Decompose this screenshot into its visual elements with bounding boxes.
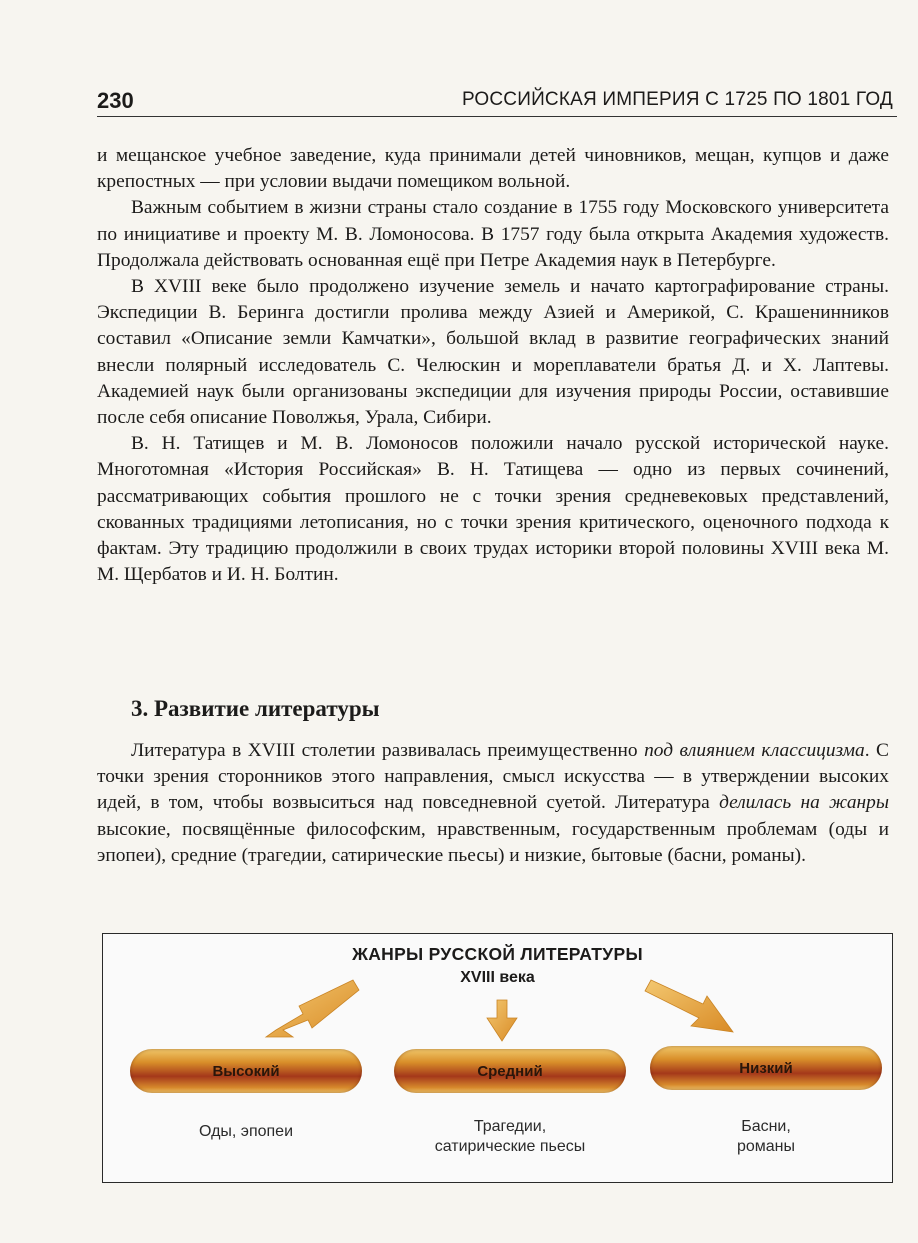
- section-body: [97, 738, 889, 869]
- genre-low-pill: [650, 1046, 882, 1090]
- page-number: 230: [97, 88, 134, 113]
- literature-paragraph: [97, 738, 889, 869]
- arrow-down-icon: [487, 1000, 517, 1041]
- genre-middle-examples: [394, 1117, 626, 1157]
- page-header: [97, 84, 897, 117]
- genre-low-examples: [650, 1117, 882, 1157]
- genre-low-label: Низкий: [739, 1059, 793, 1077]
- examples-line: романы: [736, 1138, 796, 1155]
- examples-line: сатирические пьесы: [434, 1138, 586, 1155]
- section-title: 3. Развитие литературы: [131, 696, 380, 721]
- genre-middle-pill: [394, 1049, 626, 1093]
- paragraph-4: В. Н. Татищев и М. В. Ломоносов положили начало русской исторической науке. Многотомная «История Российская» В. Н. Татищева — одно из первых сочинений, рассматривающих события прошлого не с точки зрения средневековых представлений, скованных традициями летописания, но с точки зрения критического, оценочного подхода к фактам. Эту традицию продолжили в своих трудах историки второй половины XVIII века М. М. Щербатов и И. Н. Болтин.: [97, 433, 889, 586]
- diagram-title: ЖАНРЫ РУССКОЙ ЛИТЕРАТУРЫ: [352, 944, 643, 964]
- examples-line: Басни,: [741, 1118, 791, 1135]
- text-run: высокие, посвящённые философским, нравственным, государственным проблемам (оды и эпопеи), средние (трагедии, сатирические пьесы) и низкие, бытовые (басни, романы).: [97, 818, 889, 866]
- text-run: . С точки зрения сторонников этого направления, смысл искусства — в утверждении высоких идей, в том, чтобы возвыситься над повседневной суетой. Литература: [97, 740, 889, 814]
- italic-term-genres: делилась на жанры: [719, 792, 889, 814]
- arrow-left-icon: [266, 980, 359, 1037]
- diagram-subtitle: XVIII века: [460, 969, 535, 986]
- genre-high-examples: [130, 1122, 362, 1142]
- examples-line: Трагедии,: [473, 1118, 547, 1135]
- examples-line: Оды, эпопеи: [198, 1123, 294, 1140]
- genre-middle-label: Средний: [477, 1062, 543, 1080]
- paragraph-2: Важным событием в жизни страны стало создание в 1755 году Московского университета по инициативе и проекту М. В. Ломоносова. В 1757 году была открыта Академия художеств. Продолжала действовать основанная ещё при Петре Академия наук в Петербурге.: [97, 197, 889, 271]
- arrow-right-icon: [645, 980, 733, 1032]
- body-text: [97, 143, 889, 588]
- paragraph-1: и мещанское учебное заведение, куда принимали детей чиновников, мещан, купцов и даже крепостных — при условии выдачи помещиком вольной.: [97, 145, 889, 193]
- genre-high-label: Высокий: [212, 1062, 280, 1080]
- running-title: РОССИЙСКАЯ ИМПЕРИЯ С 1725 ПО 1801 ГОД: [461, 89, 893, 110]
- genres-diagram: [102, 933, 893, 1183]
- italic-term-classicism: под влиянием классицизма: [644, 740, 865, 761]
- text-run: Литература в XVIII столетии развивалась преимущественно: [131, 740, 645, 761]
- paragraph-3: В XVIII веке было продолжено изучение земель и начато картографирование страны. Экспедиции В. Беринга достигли пролива между Азией и Америкой, С. Крашенинников составил «Описание земли Камчатки», большой вклад в развитие географических знаний внесли полярный исследователь С. Челюскин и мореплаватели братья Д. и Х. Лаптевы. Академией наук были организованы экспедиции для изучения природы России, оставившие после себя описание Поволжья, Урала, Сибири.: [97, 276, 889, 429]
- genre-high-pill: [130, 1049, 362, 1093]
